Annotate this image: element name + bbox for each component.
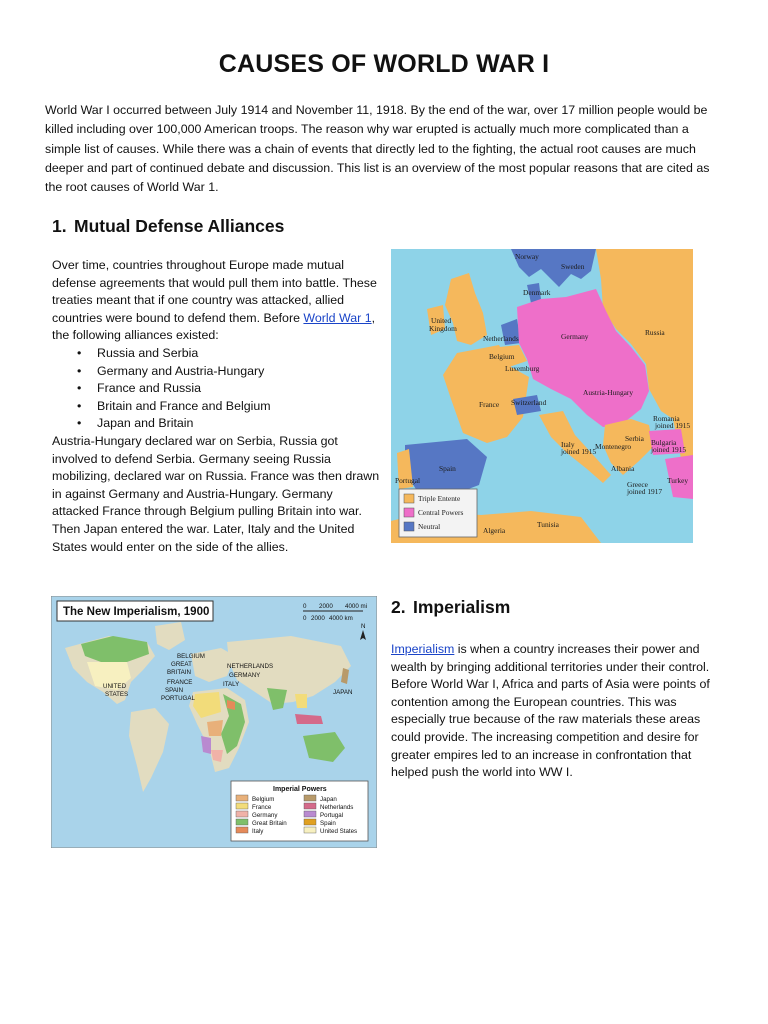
world-label-belgium: BELGIUM	[177, 653, 205, 660]
imperialism-text	[391, 641, 721, 782]
scale-mi-2000: 2000	[319, 603, 333, 610]
world-map-legend	[231, 781, 368, 841]
legend-france: France	[252, 804, 272, 811]
europe-alliance-map	[391, 249, 693, 543]
imperialism-link[interactable]: Imperialism	[391, 642, 455, 656]
legend-entente: Triple Entente	[418, 494, 461, 503]
world-label-japan: JAPAN	[333, 689, 353, 696]
legend-germany: Germany	[252, 812, 278, 819]
list-item: • Japan and Britain	[52, 415, 382, 433]
label-montenegro: Montenegro	[595, 442, 632, 451]
label-norway: Norway	[515, 252, 539, 261]
legend-swatch-united-states	[304, 827, 316, 833]
world-label-netherlands: NETHERLANDS	[227, 663, 274, 670]
legend-central: Central Powers	[418, 508, 464, 517]
label-romania-joined: joined 1915	[655, 421, 691, 430]
label-portugal: Portugal	[395, 476, 421, 485]
legend-swatch-italy	[236, 827, 248, 833]
label-italy: Italy	[561, 440, 575, 449]
legend-swatch-portugal	[304, 811, 316, 817]
section-heading-alliances	[52, 216, 284, 237]
intro-paragraph: World War I occurred between July 1914 and November 11, 1918. By the end of the war, over 17 million people would be killed including over 100,000 American troops. The reason why war erupted is actually much more complicated than a simple list of causes. While there was a chain of events that directly led to the fighting, the actual root causes are much deeper and part of continued debate and discussion. This list is an overview of the most popular reasons that are cited as the root causes of World War 1.	[45, 103, 710, 195]
legend-swatch-central	[404, 508, 414, 517]
legend-portugal: Portugal	[320, 812, 344, 819]
legend-neutral: Neutral	[418, 522, 441, 531]
scale-km-2000: 2000	[311, 615, 325, 622]
label-france: France	[479, 400, 500, 409]
legend-belgium: Belgium	[252, 796, 275, 803]
scale-mi-0: 0	[303, 603, 307, 610]
label-sweden: Sweden	[561, 262, 585, 271]
legend-great-britain: Great Britain	[252, 820, 287, 827]
legend-swatch-france	[236, 803, 248, 809]
label-serbia: Serbia	[625, 434, 644, 443]
label-turkey: Turkey	[667, 476, 689, 485]
world-war-1-link[interactable]: World War 1	[303, 310, 372, 325]
label-bulgaria: Bulgaria	[651, 438, 677, 447]
legend-swatch-neutral	[404, 522, 414, 531]
world-label-great: GREAT	[171, 661, 192, 668]
legend-netherlands: Netherlands	[320, 804, 354, 811]
imperialism-paragraph: is when a country increases their power and wealth by bringing additional territories under their control. Before World War I, Africa and parts of Asia were points of contention among the European countries. This was especially true because of the raw materials these areas could provide. The increasing competition and desire for greater empires led to an increase in confrontation that helped push the world into WW I.	[391, 642, 710, 780]
alliances-text	[52, 257, 382, 556]
label-switzerland: Switzerland	[511, 398, 547, 407]
label-algeria: Algeria	[483, 526, 506, 535]
label-albania: Albania	[611, 464, 635, 473]
list-item: • France and Russia	[52, 380, 382, 398]
world-label-us-1: UNITED	[103, 683, 127, 690]
legend-swatch-germany	[236, 811, 248, 817]
legend-swatch-entente	[404, 494, 414, 503]
label-romania: Romania	[653, 414, 680, 423]
legend-japan: Japan	[320, 796, 337, 803]
label-germany: Germany	[561, 332, 589, 341]
world-map-title: The New Imperialism, 1900	[63, 606, 210, 618]
legend-swatch-japan	[304, 795, 316, 801]
section-number: 2.	[391, 597, 406, 617]
label-uk-2: Kingdom	[429, 324, 457, 333]
list-item: • Germany and Austria-Hungary	[52, 363, 382, 381]
europe-map-legend	[399, 489, 477, 537]
label-belgium: Belgium	[489, 352, 515, 361]
imperialism-world-map	[51, 596, 377, 848]
region-africa-belgian	[207, 720, 223, 736]
label-russia: Russia	[645, 328, 665, 337]
label-italy-joined: joined 1915	[561, 447, 597, 456]
legend-united-states: United States	[320, 828, 358, 835]
section-title: Mutual Defense Alliances	[74, 216, 285, 236]
world-map-graphic	[51, 596, 377, 848]
list-item: • Britain and France and Belgium	[52, 398, 382, 416]
section-number: 1.	[52, 216, 67, 236]
alliances-intro	[52, 257, 382, 345]
legend-title: Imperial Powers	[273, 786, 327, 793]
label-netherlands: Netherlands	[483, 334, 519, 343]
legend-swatch-spain	[304, 819, 316, 825]
world-label-italy: ITALY	[223, 681, 240, 688]
legend-swatch-netherlands	[304, 803, 316, 809]
scale-mi-4000: 4000 mi	[345, 603, 368, 610]
world-label-spain: SPAIN	[165, 687, 184, 694]
alliance-list	[52, 345, 382, 433]
europe-map-graphic	[391, 249, 693, 543]
label-bulgaria-joined: joined 1915	[651, 445, 687, 454]
label-uk-1: United	[431, 316, 452, 325]
scale-km-4000: 4000 km	[329, 615, 353, 622]
region-indochina	[295, 694, 307, 708]
alliances-intro-text: Over time, countries throughout Europe made mutual defense agreements that would pull them into battle. These treaties meant that if one country was attacked, allied countries were bound to defend them. Before	[52, 258, 377, 325]
world-label-us-2: STATES	[105, 691, 129, 698]
section-heading-imperialism	[391, 597, 510, 618]
section-title: Imperialism	[413, 597, 511, 617]
alliances-intro-tail: , the following alliances existed:	[52, 310, 376, 343]
world-label-portugal: PORTUGAL	[161, 695, 195, 702]
alliances-outcome: Austria-Hungary declared war on Serbia, Russia got involved to defend Serbia. Germany seeing Russia mobilizing, declared war on Russia. France was then drawn in against Germany and Austria-Hungary. Germany attacked France through Belgium pulling Britain into war. Then Japan entered the war. Later, Italy and the United States would enter on the side of the allies.	[52, 433, 380, 554]
label-austria-hungary: Austria-Hungary	[583, 388, 634, 397]
label-greece-joined: joined 1917	[627, 487, 663, 496]
label-tunisia: Tunisia	[537, 520, 559, 529]
scale-km-0: 0	[303, 615, 307, 622]
legend-swatch-great-britain	[236, 819, 248, 825]
world-label-france: FRANCE	[167, 679, 193, 686]
label-spain: Spain	[439, 464, 456, 473]
page-title: CAUSES OF WORLD WAR I	[218, 50, 550, 78]
legend-spain: Spain	[320, 820, 336, 827]
legend-italy: Italy	[252, 828, 264, 835]
legend-swatch-belgium	[236, 795, 248, 801]
world-label-germany: GERMANY	[229, 672, 261, 679]
label-luxemburg: Luxemburg	[505, 364, 540, 373]
world-label-britain: BRITAIN	[167, 669, 191, 676]
north-arrow-label: N	[361, 623, 366, 630]
label-greece: Greece	[627, 480, 648, 489]
label-denmark: Denmark	[523, 288, 551, 297]
list-item: • Russia and Serbia	[52, 345, 382, 363]
